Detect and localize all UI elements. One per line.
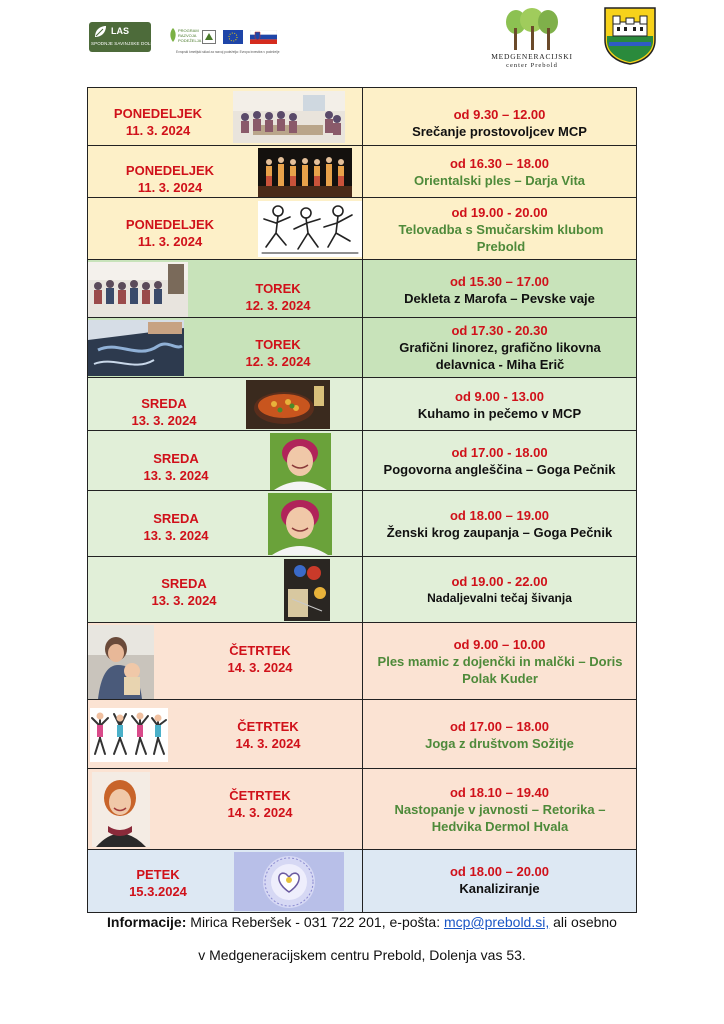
sewing-photo: [284, 559, 330, 621]
event-day: SREDA: [153, 511, 199, 526]
event-day: ČETRTEK: [229, 788, 291, 803]
event-info-cell: [362, 87, 637, 146]
event-date: 11. 3. 2024: [125, 123, 191, 138]
event-row: [87, 317, 637, 378]
contact-address: v Medgeneracijskem centru Prebold, Dolenja vas 53.: [198, 947, 526, 963]
event-date: 14. 3. 2024: [235, 736, 301, 751]
event-date: 13. 3. 2024: [151, 593, 217, 608]
event-title: Srečanje prostovoljcev MCP: [412, 124, 587, 139]
dance-stage-photo: [258, 148, 352, 197]
event-day: SREDA: [161, 576, 207, 591]
event-day: PONEDELJEK: [113, 106, 203, 121]
event-info-cell: [362, 197, 637, 260]
event-title: Ples mamic z dojenčki in malčki – Doris Polak Kuder: [377, 654, 623, 686]
event-row: [87, 556, 637, 623]
event-title: Pogovorna angleščina – Goga Pečnik: [383, 462, 616, 477]
event-row: [87, 430, 637, 491]
event-day-cell: [87, 317, 363, 378]
event-date: 14. 3. 2024: [227, 805, 293, 820]
group-meeting-photo: [233, 91, 345, 143]
eu-flag-icon: [223, 30, 243, 44]
event-title: Nastopanje v javnosti – Retorika – Hedvika Dermol Hvala: [394, 802, 606, 834]
event-time: od 9.00 – 10.00: [453, 637, 546, 652]
exercise-sketch: [258, 201, 362, 257]
yoga-illustration: [90, 708, 168, 762]
event-day: ČETRTEK: [229, 643, 291, 658]
event-time: od 15.30 – 17.00: [449, 274, 549, 289]
event-date: 15.3.2024: [129, 884, 187, 899]
event-row: [87, 259, 637, 318]
event-info-cell: [362, 556, 637, 623]
event-day: PETEK: [136, 867, 180, 882]
event-day-cell: [87, 622, 363, 700]
singers-photo: [88, 262, 188, 317]
center-subname: center Prebold: [506, 62, 558, 69]
mother-baby-photo: [88, 625, 154, 699]
event-date: 14. 3. 2024: [227, 660, 293, 675]
eu-agri-icon: [202, 30, 216, 44]
event-row: [87, 145, 637, 198]
event-row: [87, 699, 637, 769]
event-day-cell: [87, 556, 363, 623]
event-info-cell: [362, 377, 637, 431]
event-info-cell: [362, 622, 637, 700]
event-time: od 18.00 – 19.00: [449, 508, 549, 523]
contact-after-email: ali osebno: [553, 914, 617, 930]
event-date: 11. 3. 2024: [137, 180, 203, 195]
program-logo: [168, 25, 280, 55]
contact-info: [0, 914, 724, 930]
event-day-cell: [87, 699, 363, 769]
event-day-cell: [87, 849, 363, 913]
portrait-photo: [268, 493, 332, 555]
trees-icon: [498, 8, 568, 52]
heart-mandala-image: [234, 852, 344, 911]
event-title: Telovadba s Smučarskim klubom Prebold: [398, 222, 604, 254]
event-time: od 18.00 – 20.00: [449, 864, 549, 879]
event-day-cell: [87, 430, 363, 491]
event-time: od 17.00 – 18.00: [449, 719, 549, 734]
event-date: 13. 3. 2024: [143, 468, 209, 483]
event-row: [87, 87, 637, 146]
event-info-cell: [362, 145, 637, 198]
event-info-cell: [362, 430, 637, 491]
event-time: od 19.00 - 20.00: [451, 205, 548, 220]
event-day-cell: [87, 87, 363, 146]
program-text: PROGRAM RAZVOJA PODEŽELJA: [178, 28, 202, 43]
event-title: Orientalski ples – Darja Vita: [413, 173, 585, 188]
event-date: 12. 3. 2024: [245, 298, 311, 313]
event-row: [87, 197, 637, 260]
municipality-crest-icon: [603, 6, 657, 66]
event-title: Nadaljevalni tečaj šivanja: [427, 591, 572, 605]
event-row: [87, 849, 637, 913]
event-date: 13. 3. 2024: [143, 528, 209, 543]
event-day: SREDA: [153, 451, 199, 466]
event-time: od 16.30 – 18.00: [449, 156, 549, 171]
event-info-cell: [362, 849, 637, 913]
linocut-photo: [88, 320, 184, 376]
event-date: 12. 3. 2024: [245, 354, 311, 369]
event-title: Kanaliziranje: [459, 881, 540, 896]
email-link[interactable]: mcp@prebold.si,: [443, 914, 550, 930]
event-title: Dekleta z Marofa – Pevske vaje: [404, 291, 595, 306]
event-time: od 18.10 – 19.40: [449, 785, 549, 800]
event-day-cell: [87, 768, 363, 850]
event-time: od 9.00 - 13.00: [455, 389, 544, 404]
event-day: PONEDELJEK: [125, 163, 215, 178]
event-info-cell: [362, 317, 637, 378]
event-day: ČETRTEK: [237, 719, 299, 734]
event-row: [87, 768, 637, 850]
event-info-cell: [362, 490, 637, 557]
event-time: od 17.00 - 18.00: [451, 445, 548, 460]
event-date: 13. 3. 2024: [131, 413, 197, 428]
event-row: [87, 490, 637, 557]
slovenia-flag-icon: [250, 30, 277, 44]
contact-person: Mirica Reberšek - 031 722 201, e-pošta:: [190, 914, 441, 930]
las-title: LAS: [111, 26, 129, 36]
event-time: od 17.30 - 20.30: [451, 323, 548, 338]
event-title: Ženski krog zaupanja – Goga Pečnik: [386, 525, 613, 540]
center-name: MEDGENERACIJSKI: [491, 52, 573, 61]
event-info-cell: [362, 259, 637, 318]
program-subtext: Evropski kmetijski sklad za razvoj podeželja: Evropa investira v podeželje: [176, 50, 280, 54]
contact-label: Informacije:: [107, 914, 187, 930]
event-time: od 9.30 – 12.00: [453, 107, 546, 122]
event-info-cell: [362, 768, 637, 850]
event-day-cell: [87, 197, 363, 260]
leaf-icon: [168, 27, 178, 43]
event-row: [87, 377, 637, 431]
event-day-cell: [87, 259, 363, 318]
event-date: 11. 3. 2024: [137, 234, 203, 249]
event-time: od 19.00 - 22.00: [451, 574, 548, 589]
las-subtitle: SPODNJE SAVINJSKE DOLINE: [91, 41, 159, 46]
event-title: Joga z društvom Sožitje: [425, 736, 574, 751]
event-day: TOREK: [255, 337, 301, 352]
las-logo: [89, 22, 159, 52]
event-day-cell: [87, 490, 363, 557]
event-day-cell: [87, 145, 363, 198]
event-title: Grafični linorez, grafično likovna delavnica - Miha Erič: [399, 340, 601, 372]
food-dish-photo: [246, 380, 330, 429]
center-logo: [491, 8, 573, 70]
event-row: [87, 622, 637, 700]
leaf-icon: [93, 25, 107, 39]
event-day-cell: [87, 377, 363, 431]
event-day: SREDA: [141, 396, 187, 411]
portrait-photo: [270, 433, 331, 490]
event-info-cell: [362, 699, 637, 769]
event-day: TOREK: [255, 281, 301, 296]
event-day: PONEDELJEK: [125, 217, 215, 232]
speaker-portrait: [92, 772, 150, 847]
event-title: Kuhamo in pečemo v MCP: [417, 406, 582, 421]
